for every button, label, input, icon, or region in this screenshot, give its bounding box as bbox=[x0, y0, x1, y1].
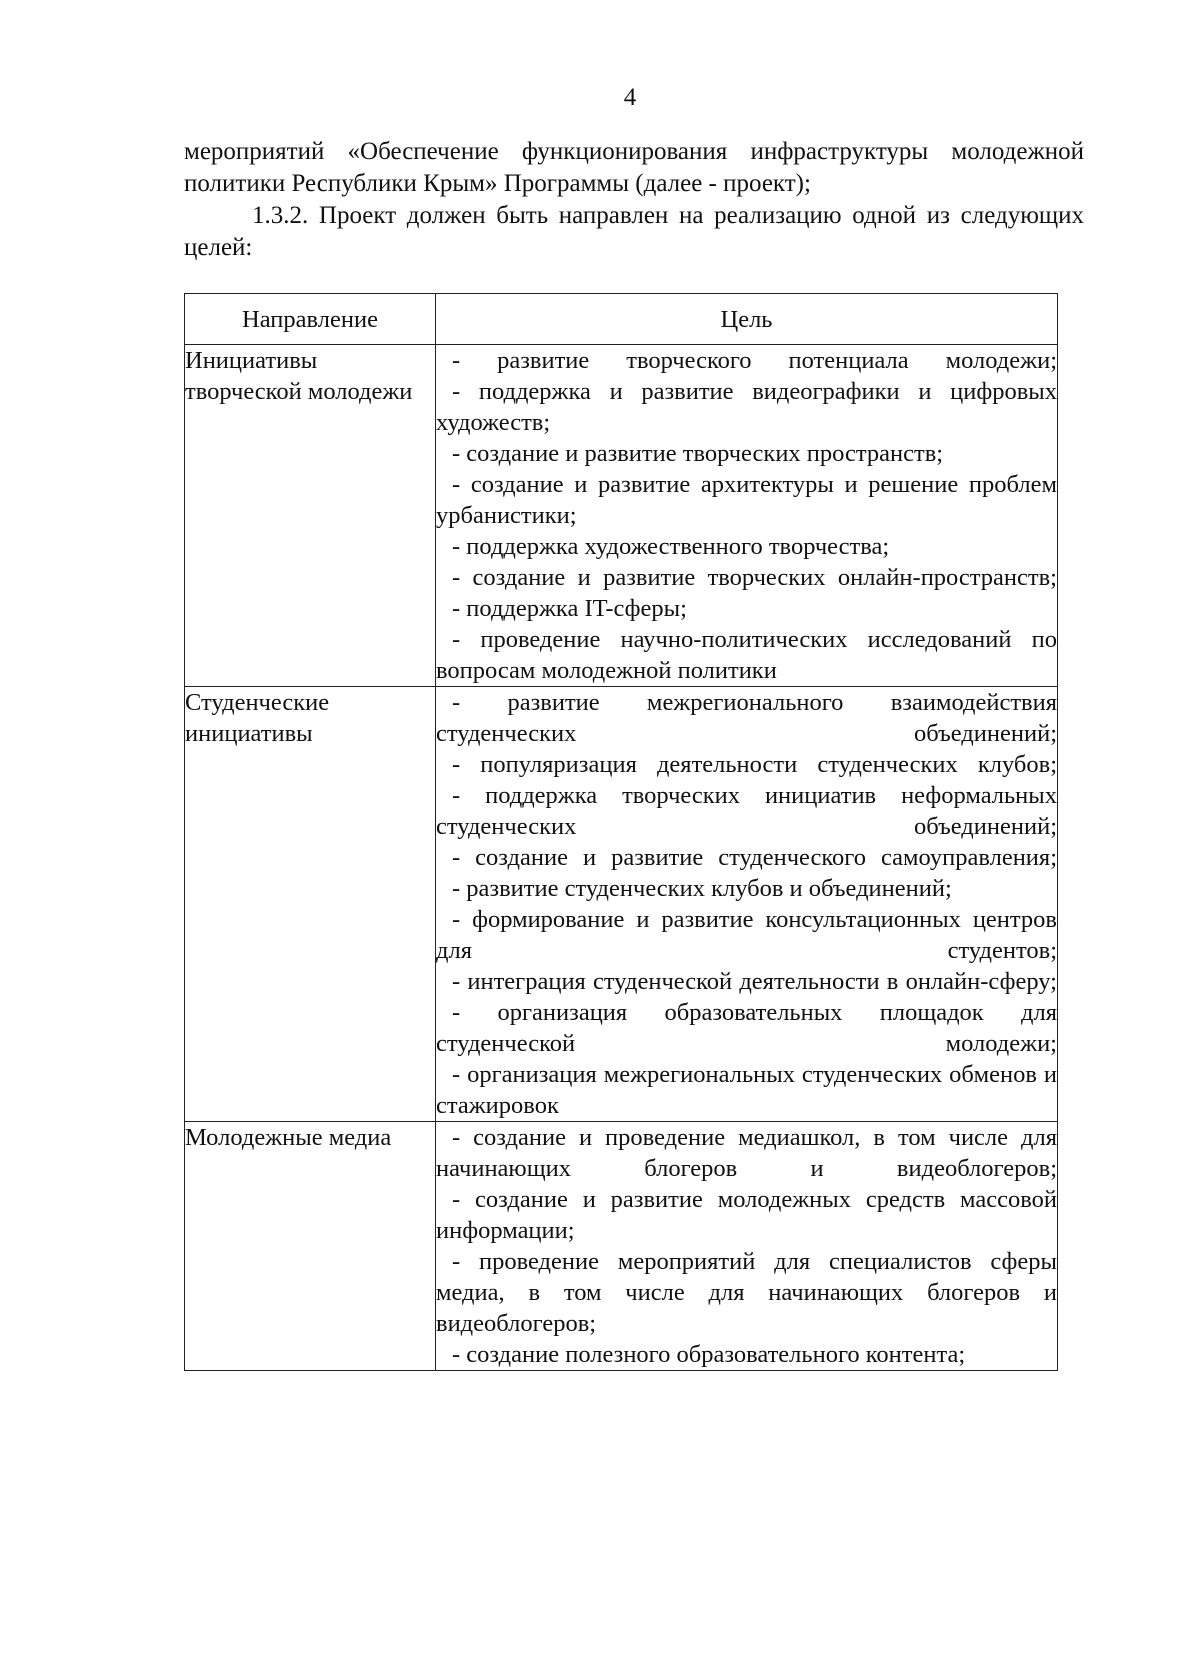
goal-item: - формирование и развитие консультационных центров для студентов; bbox=[436, 906, 1057, 964]
goal-item: - создание и проведение медиашкол, в том числе для начинающих блогеров и видеоблогеров; bbox=[436, 1124, 1057, 1182]
direction-cell: Инициативы творческой молодежи bbox=[185, 345, 436, 687]
goal-item: - поддержка и развитие видеографики и цифровых художеств; bbox=[436, 378, 1057, 436]
header-direction: Направление bbox=[185, 294, 436, 345]
goal-item: - организация образовательных площадок для студенческой молодежи; bbox=[436, 999, 1057, 1057]
goals-cell bbox=[436, 1122, 1058, 1371]
goal-item: - проведение научно-политических исследований по вопросам молодежной политики bbox=[436, 626, 1057, 684]
direction-cell: Молодежные медиа bbox=[185, 1122, 436, 1371]
goal-item: - развитие студенческих клубов и объединений; bbox=[452, 875, 952, 902]
goal-item: - создание и развитие молодежных средств массовой информации; bbox=[436, 1186, 1057, 1244]
table-row bbox=[185, 345, 1058, 687]
goal-item: - поддержка художественного творчества; bbox=[452, 533, 890, 560]
goal-item: - популяризация деятельности студенческих клубов; bbox=[452, 751, 1057, 778]
intro-paragraph-2: 1.3.2. Проект должен быть направлен на реализацию одной из следующих целей: bbox=[184, 202, 1084, 261]
goals-cell bbox=[436, 345, 1058, 687]
goal-item: - организация межрегиональных студенческих обменов и стажировок bbox=[436, 1061, 1057, 1119]
goal-item: - интеграция студенческой деятельности в онлайн-сферу; bbox=[452, 968, 1057, 995]
table-row bbox=[185, 687, 1058, 1122]
goal-item: - создание и развитие студенческого самоуправления; bbox=[452, 844, 1057, 871]
goal-item: - создание и развитие архитектуры и решение проблем урбанистики; bbox=[436, 471, 1057, 529]
table-row bbox=[185, 1122, 1058, 1371]
goals-table bbox=[184, 293, 1058, 1371]
goal-item: - создание и развитие творческих онлайн-пространств; bbox=[452, 564, 1057, 591]
goal-item: - поддержка IT-сферы; bbox=[452, 595, 687, 622]
page-number: 4 bbox=[623, 84, 637, 111]
goal-item: - развитие межрегионального взаимодействия студенческих объединений; bbox=[436, 689, 1057, 747]
goal-item: - создание и развитие творческих пространств; bbox=[452, 440, 944, 467]
goal-item: - проведение мероприятий для специалистов сферы медиа, в том числе для начинающих блогеров и видеоблогеров; bbox=[436, 1248, 1057, 1337]
goal-item: - поддержка творческих инициатив неформальных студенческих объединений; bbox=[436, 782, 1057, 840]
goal-item: - развитие творческого потенциала молодежи; bbox=[452, 347, 1057, 374]
table-header-row bbox=[185, 294, 1058, 345]
direction-cell: Студенческие инициативы bbox=[185, 687, 436, 1122]
header-goal: Цель bbox=[436, 294, 1058, 345]
intro-text bbox=[184, 136, 1084, 264]
intro-paragraph-1: мероприятий «Обеспечение функционирования инфраструктуры молодежной политики Республики Крым» Программы (далее - проект); bbox=[184, 138, 1084, 197]
goals-cell bbox=[436, 687, 1058, 1122]
goal-item: - создание полезного образовательного контента; bbox=[452, 1341, 966, 1368]
